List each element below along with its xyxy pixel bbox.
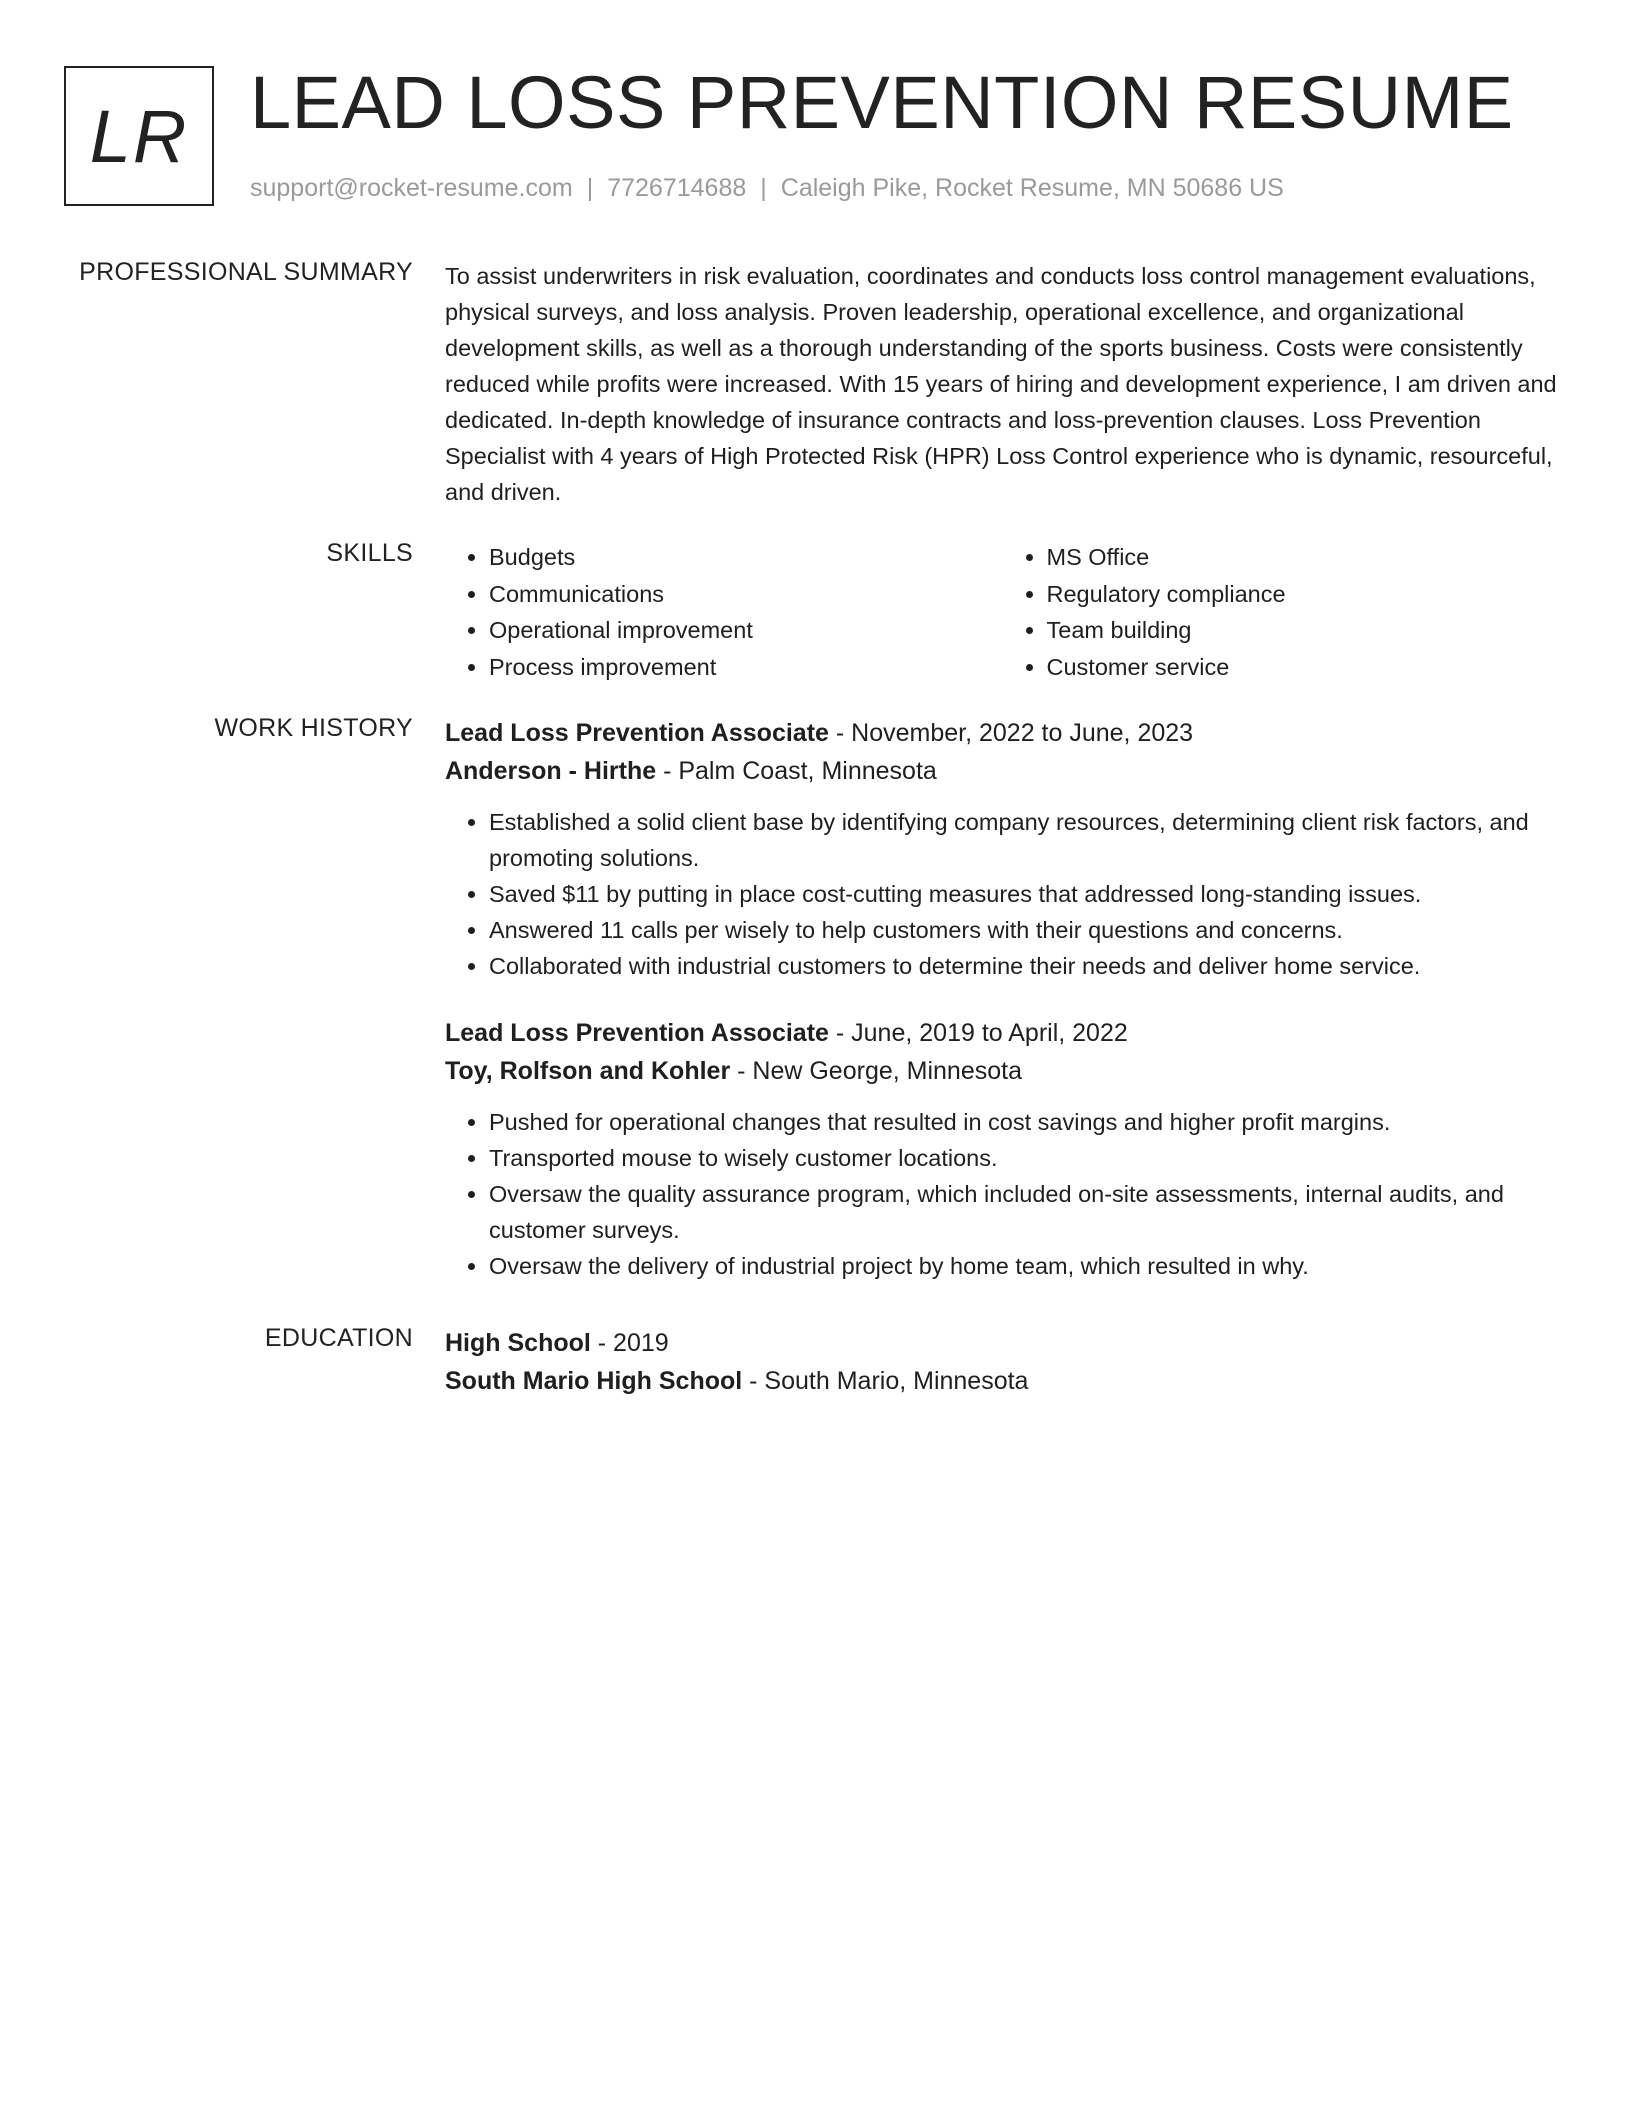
job-entry	[445, 714, 1560, 984]
summary-body	[445, 258, 1560, 510]
skills-list-right	[1003, 539, 1561, 685]
job-bullets	[445, 1104, 1560, 1284]
summary-text: To assist underwriters in risk evaluation, coordinates and conducts loss control management evaluations, physical surveys, and loss analysis. Proven leadership, operational excellence, and organizational development skills, as well as a thorough understanding of the sports business. Costs were consistently reduced while profits were increased. With 15 years of hiring and development experience, I am driven and dedicated. In-depth knowledge of insurance contracts and loss-prevention clauses. Loss Prevention Specialist with 4 years of High Protected Risk (HPR) Loss Control experience who is dynamic, resourceful, and driven.	[445, 263, 1557, 505]
contact-line	[250, 174, 1284, 203]
job-bullet: • Established a solid client base by identifying company resources, determining client risk factors, and promoting solutions.	[489, 804, 1560, 876]
contact-email: support@rocket-resume.com	[250, 174, 573, 202]
skill-item: • Customer service	[1047, 649, 1561, 686]
education-school: South Mario High School	[445, 1367, 743, 1395]
job-bullet: • Oversaw the quality assurance program, which included on-site assessments, internal audits, and customer surveys.	[489, 1176, 1560, 1248]
skills-body	[445, 539, 1560, 685]
job-company-line	[445, 1052, 1560, 1090]
skill-item: • MS Office	[1047, 539, 1561, 576]
job-bullet: • Pushed for operational changes that resulted in cost savings and higher profit margins.	[489, 1104, 1560, 1140]
contact-separator: |	[586, 174, 594, 202]
job-title-line	[445, 714, 1560, 752]
job-title: Lead Loss Prevention Associate	[445, 1019, 829, 1047]
monogram-logo: LR	[64, 66, 214, 206]
education-school-line	[445, 1362, 1560, 1400]
job-company: Toy, Rolfson and Kohler	[445, 1057, 731, 1085]
contact-separator: |	[760, 174, 767, 202]
job-dates: - November, 2022 to June, 2023	[828, 719, 1194, 747]
job-bullet: • Oversaw the delivery of industrial project by home team, which resulted in why.	[489, 1248, 1560, 1284]
job-bullet: • Transported mouse to wisely customer locations.	[489, 1140, 1560, 1176]
job-dates: - June, 2019 to April, 2022	[828, 1019, 1128, 1047]
job-location: - Palm Coast, Minnesota	[656, 757, 937, 785]
skills-list-left	[445, 539, 1003, 685]
skill-item: • Regulatory compliance	[1047, 576, 1561, 613]
work-history-label: WORK HISTORY	[214, 714, 413, 742]
resume-title: LEAD LOSS PREVENTION RESUME	[250, 61, 1514, 144]
job-company: Anderson - Hirthe	[445, 757, 657, 785]
contact-address: Caleigh Pike, Rocket Resume, MN 50686 US	[780, 174, 1284, 202]
contact-phone: 7726714688	[607, 174, 747, 202]
job-company-line	[445, 752, 1560, 790]
skill-item: • Team building	[1047, 612, 1561, 649]
job-title: Lead Loss Prevention Associate	[445, 719, 829, 747]
job-bullets	[445, 804, 1560, 984]
skill-item: • Operational improvement	[489, 612, 1003, 649]
skill-item: • Budgets	[489, 539, 1003, 576]
job-location: - New George, Minnesota	[730, 1057, 1022, 1085]
job-entry	[445, 1014, 1560, 1284]
education-location: - South Mario, Minnesota	[742, 1367, 1029, 1395]
job-bullet: • Collaborated with industrial customers to determine their needs and deliver home service.	[489, 948, 1560, 984]
summary-label: PROFESSIONAL SUMMARY	[79, 258, 413, 286]
education-degree: High School	[445, 1329, 591, 1357]
skill-item: • Communications	[489, 576, 1003, 613]
job-bullet: • Saved $11 by putting in place cost-cutting measures that addressed long-standing issues.	[489, 876, 1560, 912]
education-body	[445, 1324, 1560, 1400]
skills-label: SKILLS	[326, 539, 413, 567]
education-degree-line	[445, 1324, 1560, 1362]
job-bullet: • Answered 11 calls per wisely to help customers with their questions and concerns.	[489, 912, 1560, 948]
skill-item: • Process improvement	[489, 649, 1003, 686]
education-label: EDUCATION	[264, 1324, 413, 1352]
education-year: - 2019	[590, 1329, 669, 1357]
work-history-body	[445, 714, 1560, 1314]
job-title-line	[445, 1014, 1560, 1052]
